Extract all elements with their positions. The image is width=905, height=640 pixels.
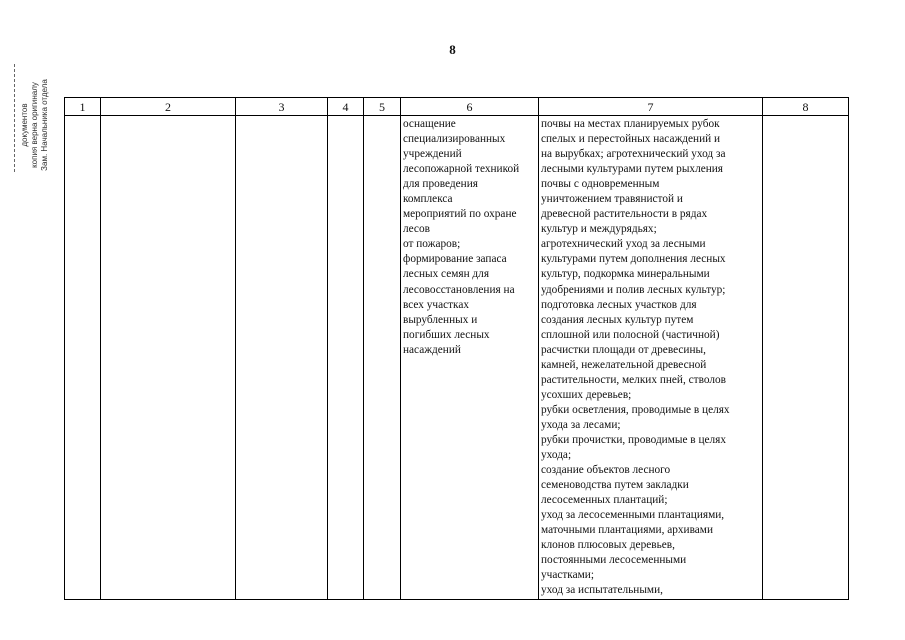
side-stamp — [14, 64, 55, 172]
cell-text-line: усохших деревьев; — [541, 388, 632, 401]
cell-col-7 — [539, 116, 763, 600]
cell-text-line: культурами путем дополнения лесных — [541, 253, 726, 266]
cell-col-1 — [65, 116, 101, 600]
cell-text-line: ухода; — [541, 449, 572, 462]
cell-text-line: лесопожарной техникой — [403, 163, 520, 176]
side-stamp-text — [20, 71, 50, 179]
cell-text-line: уничтожением травянистой и — [541, 193, 683, 206]
stamp-line: копия верна оригиналу — [30, 82, 39, 168]
cell-col-8 — [763, 116, 849, 600]
cell-text-line: растительности, мелких пней, стволов — [541, 373, 726, 386]
column-header-7: 7 — [539, 98, 763, 116]
cell-text-line: всех участках — [403, 298, 470, 311]
cell-text-line: клонов плюсовых деревьев, — [541, 539, 675, 552]
cell-text-line: лесных семян для — [403, 268, 490, 281]
cell-text-line: уход за лесосеменными плантациями, — [541, 509, 725, 522]
table-row — [65, 116, 849, 600]
cell-col-4 — [328, 116, 364, 600]
cell-text-line: ухода за лесами; — [541, 418, 621, 431]
cell-text-line: культур, подкормка минеральными — [541, 268, 710, 281]
cell-text-line: лесовосстановления на — [403, 283, 515, 296]
cell-text-line: создания лесных культур путем — [541, 313, 694, 326]
cell-col-6 — [401, 116, 539, 600]
stamp-line: документов — [20, 103, 29, 147]
cell-text-line: камней, нежелательной древесной — [541, 358, 707, 371]
cell-text-line: мероприятий по охране — [403, 208, 517, 221]
cell-text-line: вырубленных и — [403, 313, 478, 326]
cell-text-line: формирование запаса — [403, 253, 507, 266]
cell-text-line: уход за испытательными, — [541, 584, 663, 597]
cell-text-line: почвы на местах планируемых рубок — [541, 118, 720, 130]
stamp-line: Зам. Начальника отдела — [40, 79, 49, 171]
cell-col-3 — [236, 116, 328, 600]
cell-text-line: лесосеменных плантаций; — [541, 494, 668, 507]
cell-text-line: древесной растительности в рядах — [541, 208, 708, 221]
column-header-5: 5 — [364, 98, 401, 116]
cell-text-line: учреждений — [403, 148, 462, 161]
cell-text-line: удобрениями и полив лесных культур; — [541, 283, 726, 296]
cell-text-line: на вырубках; агротехнический уход за — [541, 148, 726, 161]
cell-text-line: комплекса — [403, 193, 453, 206]
cell-text-line: семеноводства путем закладки — [541, 479, 689, 492]
cell-text-line: создание объектов лесного — [541, 464, 671, 477]
cell-text-line: для проведения — [403, 178, 478, 191]
cell-text-line: погибших лесных — [403, 328, 490, 341]
column-header-2: 2 — [101, 98, 236, 116]
cell-text-line: постоянными лесосеменными — [541, 554, 687, 567]
column-header-1: 1 — [65, 98, 101, 116]
column-header-8: 8 — [763, 98, 849, 116]
cell-text-line: культур и междурядьях; — [541, 223, 657, 236]
column-header-6: 6 — [401, 98, 539, 116]
cell-text-line: специализированных — [403, 133, 506, 146]
cell-text-line: почвы с одновременным — [541, 178, 660, 191]
cell-text-line: рубки прочистки, проводимые в целях — [541, 433, 727, 446]
document-table — [64, 97, 849, 600]
table-header-row — [65, 98, 849, 116]
cell-text-line: лесными культурами путем рыхления — [541, 163, 724, 176]
page-number: 8 — [449, 42, 456, 57]
cell-text-line: лесов — [403, 223, 430, 236]
column-header-3: 3 — [236, 98, 328, 116]
cell-col-5 — [364, 116, 401, 600]
cell-text-line: участками; — [541, 569, 594, 582]
cell-text-line: расчистки площади от древесины, — [541, 343, 706, 356]
cell-text-line: насаждений — [403, 343, 461, 356]
cell-text-line: от пожаров; — [403, 238, 461, 251]
cell-text-line: маточными плантациями, архивами — [541, 524, 713, 537]
column-header-4: 4 — [328, 98, 364, 116]
cell-text-line: сплошной или полосной (частичной) — [541, 328, 720, 341]
cell-text-line: оснащение — [403, 118, 456, 130]
cell-text-line: рубки осветления, проводимые в целях — [541, 403, 730, 416]
cell-text-line: агротехнический уход за лесными — [541, 238, 706, 251]
cell-text-line: спелых и перестойных насаждений и — [541, 133, 721, 146]
cell-col-2 — [101, 116, 236, 600]
cell-text-line: подготовка лесных участков для — [541, 298, 697, 311]
